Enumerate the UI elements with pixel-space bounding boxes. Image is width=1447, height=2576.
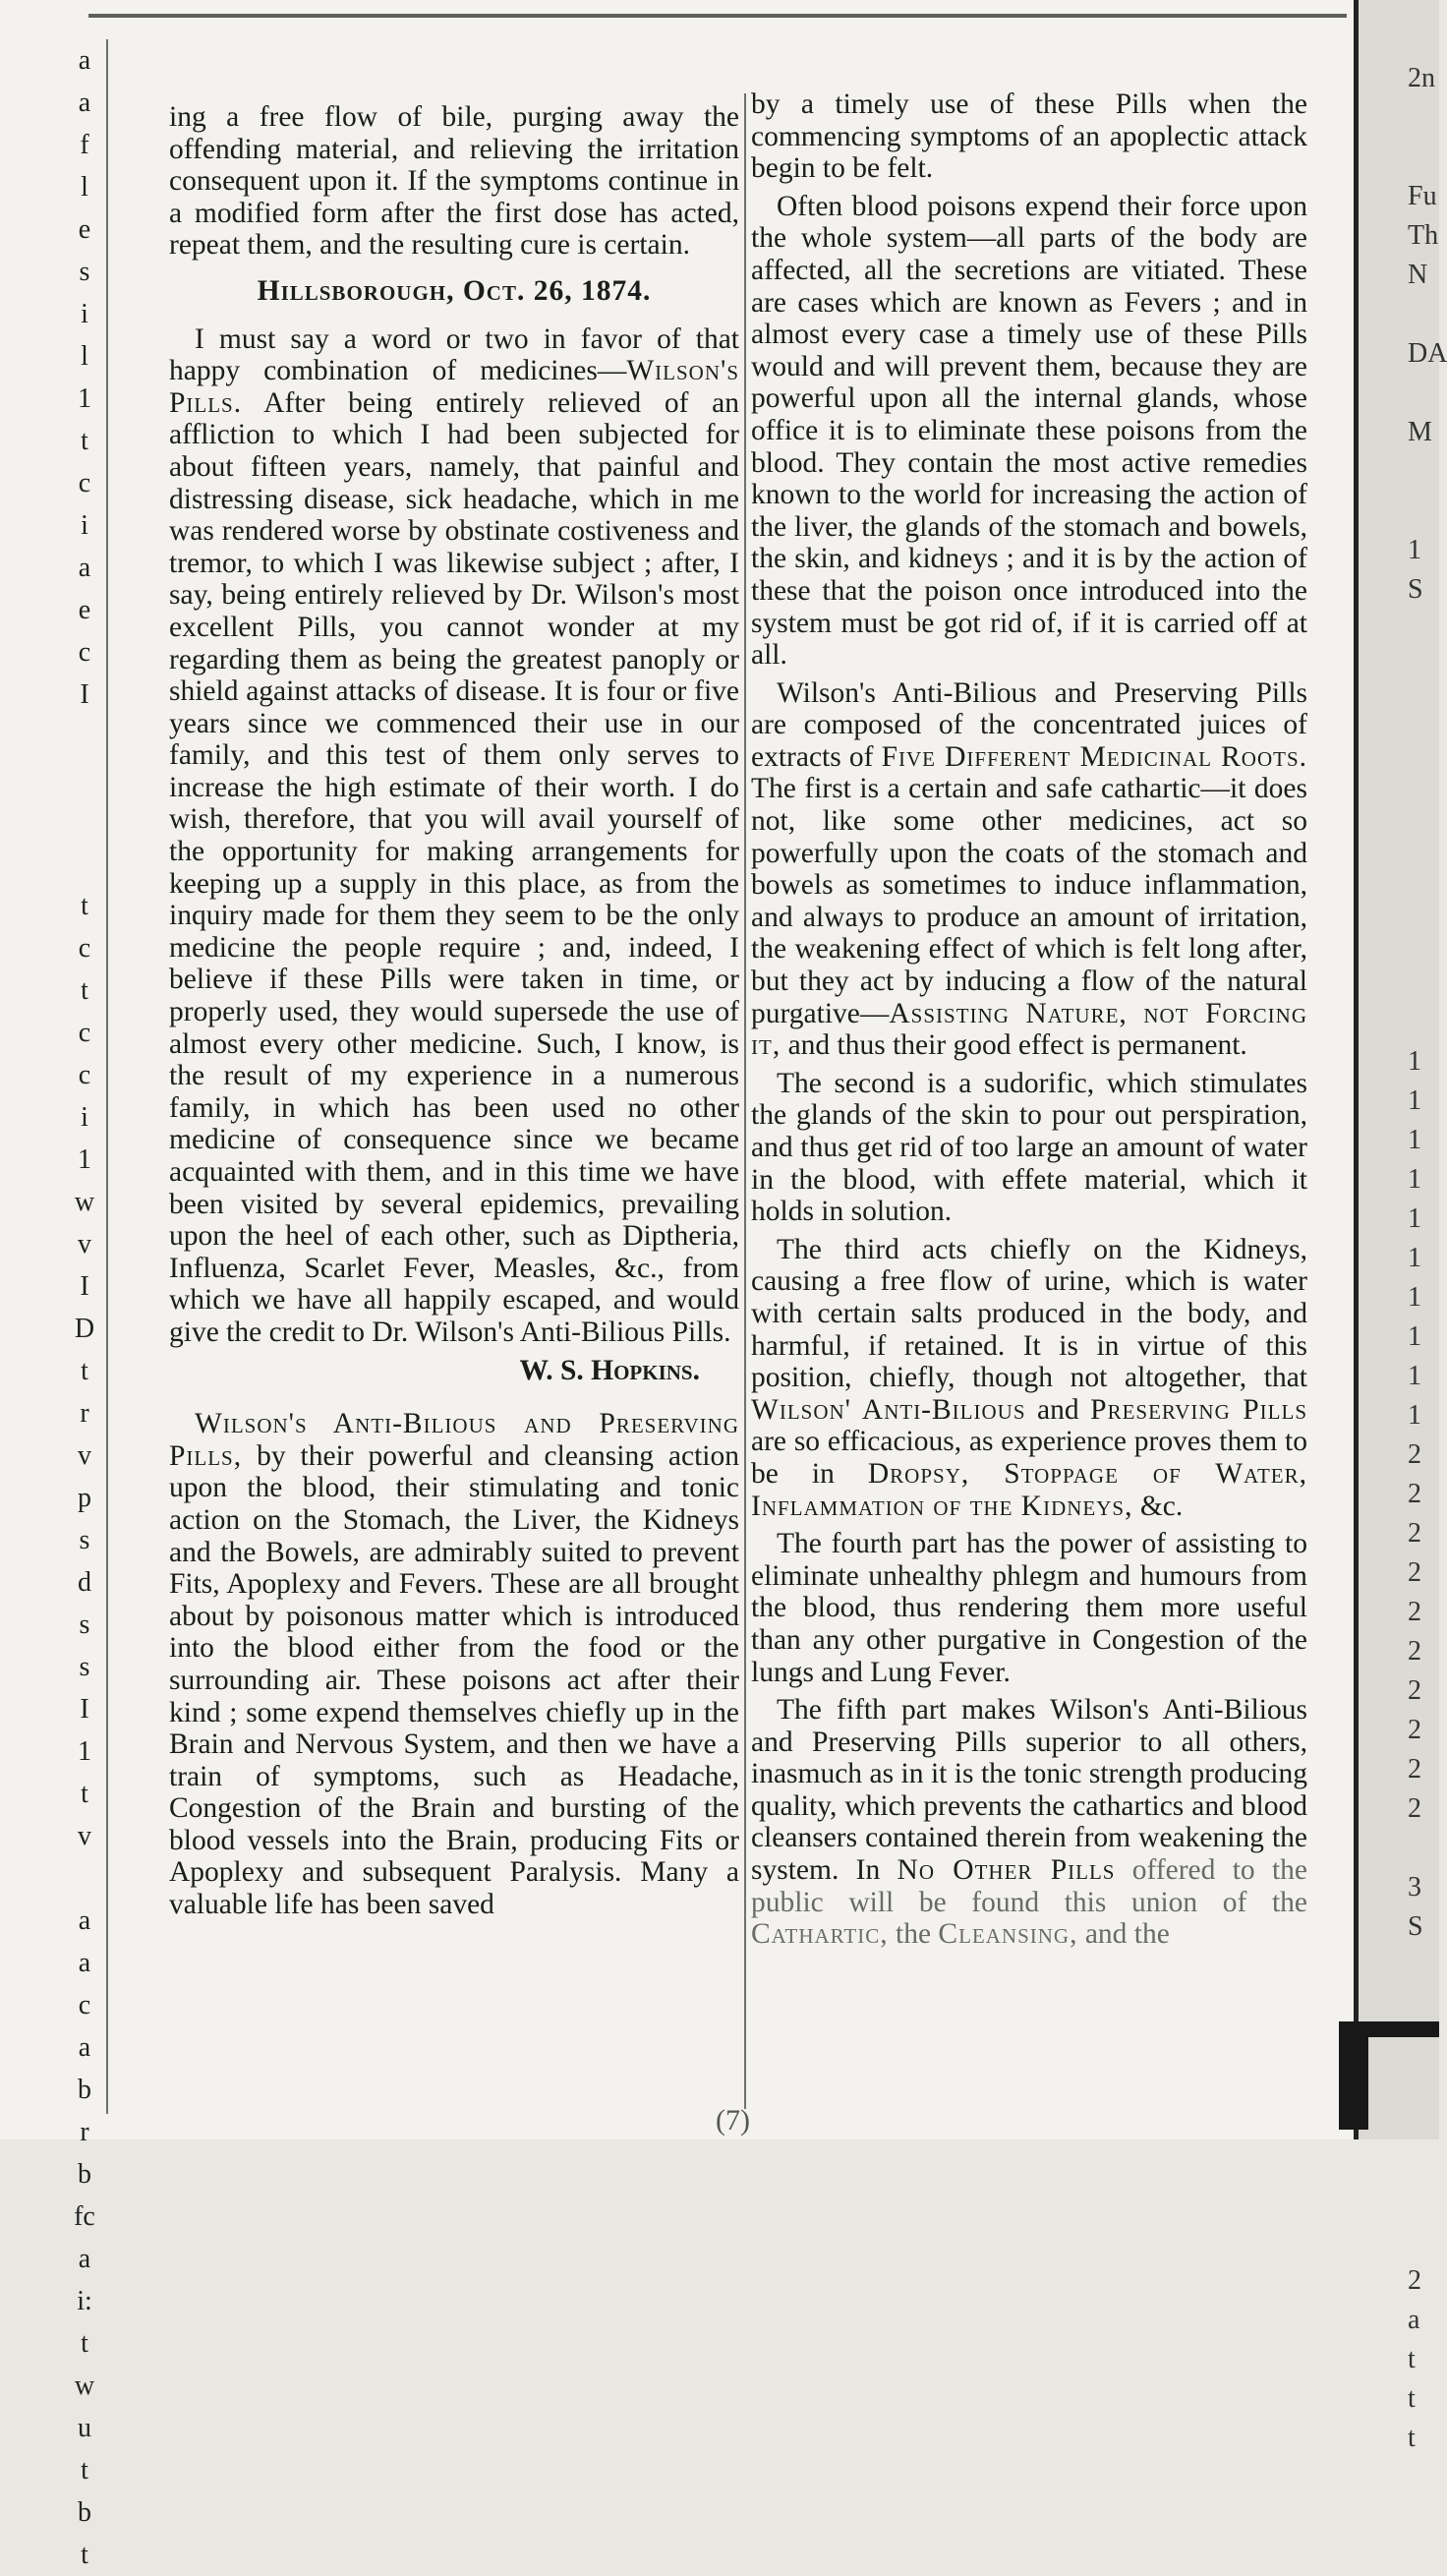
paragraph: Wilson's Anti-Bilious and Preserving Pills are composed of the concentrated juices of extracts of Five Different Medicinal Roots. The first is a certain and safe cathartic—it does not, like some other medicines, act so powerfully upon the coats of the stomach and bowels as sometimes to induce inflammation, and always to produce an amount of irritation, the weakening effect of which is felt long after, but they act by inducing a flow of the natural purgative—Assisting Nature, not Forcing it, and thus their good effect is permanent.	[751, 676, 1307, 1062]
fragment-letter	[1408, 846, 1447, 885]
fragment-letter: 1	[1408, 1085, 1421, 1116]
fragment-letter: a	[78, 1948, 91, 1978]
fragment-letter: s	[79, 257, 90, 287]
fragment-letter: r	[80, 2117, 89, 2147]
fragment-letter: t	[1408, 2344, 1416, 2374]
fragment-letter: I	[80, 679, 89, 710]
fragment-letter: D	[74, 1314, 95, 1344]
fragment-letter: 2	[1408, 1597, 1421, 1627]
fragment-letter: 1	[1408, 1164, 1421, 1195]
emphasis: Wilson' Anti-Bilious	[751, 1393, 1026, 1426]
fragment-letter	[1408, 924, 1447, 964]
product-name: Wilson's Anti-Bilious and Preserving Pills,	[169, 1408, 739, 1472]
testimonial-paragraph: I must say a word or two in favor of that happy combination of medicines—Wilson's Pills. After being entirely relieved of an affliction to which I had been subjected for about fifteen years, namely, that painful and distressing disease, sick headache, which in me was rendered worse by obstinate costiveness and tremor, to which I was likewise subject ; after, I say, being entirely relieved by Dr. Wilson's most excellent Pills, you cannot wonder at my regarding them as being the greatest panoply or shield against attacks of disease. It is four or five years since we commenced their use in our family, and this test of them only serves to increase the high estimate of their worth. I do wish, therefore, that you will avail yourself of the opportunity for making arrangements for keeping up a supply in this place, as from the inquiry made for them they seem to be the only medicine the people require ; and, indeed, I believe if these Pills were taken in time, or properly used, they would supersede the use of almost every other medicine. Such, I know, is the result of my experience in a numerous family, in which has been used no other medicine of consequence since we became acquainted with them, and in this time we have been visited by several epidemics, prevailing upon the heel of each other, such as Diptheria, Influenza, Scarlet Fever, Measles, &c., from which we have all happily escaped, and would give the credit to Dr. Wilson's Anti-Bilious Pills.	[169, 322, 739, 1348]
fragment-letter: 1	[1408, 1125, 1421, 1155]
paragraph: Often blood poisons expend their force upon the whole system—all parts of the body are affected, all the secretions are vitiated. These are cases which are known as Fevers ; and in almost every case a timely use of these Pills would and will prevent them, because they are powerful upon all the internal glands, whose office it is to eliminate these poisons from the blood. They contain the most active remedies known to the world for increasing the action of the liver, the glands of the stomach and bowels, the skin, and kidneys ; and it is by the action of these that the poison once introduced into the system must be got rid of, if it is carried off at all.	[751, 190, 1307, 672]
fragment-letter: b	[78, 2075, 91, 2105]
emphasis: Cleansing,	[938, 1918, 1078, 1951]
fragment-letter: t	[81, 1356, 88, 1386]
fragment-letter: u	[78, 2413, 91, 2443]
fragment-letter: 1	[78, 383, 91, 414]
fragment-letter	[65, 1857, 104, 1900]
fragment-letter: 2	[1408, 1557, 1421, 1588]
emphasis: Dropsy, Stoppage of Water, Inflammation of the Kidneys,	[751, 1457, 1308, 1522]
fragment-letter: p	[78, 1483, 91, 1513]
fragment-letter	[1408, 2104, 1447, 2143]
left-column-rule	[106, 39, 108, 2114]
fragment-letter: b	[78, 2497, 91, 2528]
fragment-letter: t	[81, 975, 88, 1006]
fragment-letter	[1408, 964, 1447, 1003]
fragment-letter: c	[78, 933, 91, 964]
fragment-letter: w	[74, 2371, 95, 2401]
fragment-letter: S	[1408, 1911, 1423, 1942]
fragment-letter: c	[78, 1018, 91, 1048]
fragment-letter: b	[78, 2159, 91, 2190]
fragment-letter: t	[81, 1779, 88, 1809]
fragment-letter: c	[78, 1990, 91, 2020]
fragment-letter	[1408, 1003, 1447, 1042]
fragment-letter: 1	[1408, 1321, 1421, 1352]
dateline: Hillsborough, Oct. 26, 1874.	[257, 274, 652, 307]
paragraph: The third acts chiefly on the Kidneys, causing a free flow of urine, which is water with certain salts produced in the body, and harmful, if retained. It is in virtue of this position, chiefly, though not altogether, that Wilson' Anti-Bilious and Preserving Pills are so efficacious, as experience proves them to be in Dropsy, Stoppage of Water, Inflammation of the Kidneys, &c.	[751, 1233, 1308, 1522]
emphasis: Assisting Nature, not Forcing it,	[751, 997, 1307, 1062]
fragment-letter: 1	[1408, 1243, 1421, 1273]
fragment-letter: 2	[1408, 1793, 1421, 1824]
fragment-letter: I	[80, 1271, 89, 1302]
fragment-letter: N	[1408, 260, 1428, 290]
fragment-letter: t	[81, 2540, 88, 2570]
fragment-letter	[1408, 1947, 1447, 1986]
fragment-letter: i	[81, 1102, 88, 1133]
fragment-letter: 1	[1408, 1400, 1421, 1431]
fragment-letter: t	[81, 891, 88, 921]
fragment-letter: c	[78, 637, 91, 668]
binding-clip	[1339, 2021, 1368, 2130]
fragment-letter: i	[81, 299, 88, 329]
emphasis: No Other Pills	[897, 1854, 1116, 1887]
fragment-letter: i	[81, 510, 88, 541]
column-rule	[744, 93, 746, 2109]
fragment-letter	[1408, 610, 1447, 649]
fragment-letter: M	[1408, 417, 1432, 447]
fragment-letter: t	[81, 426, 88, 456]
page-number: (7)	[716, 2104, 750, 2137]
fragment-letter: 1	[1408, 1203, 1421, 1234]
fragment-letter: s	[79, 1652, 90, 1682]
fragment-letter: l	[81, 341, 88, 372]
signature: W. S. Hopkins.	[519, 1354, 700, 1386]
fragment-letter	[1408, 767, 1447, 806]
fragment-letter	[1408, 2222, 1447, 2261]
fragment-letter: 1	[1408, 1361, 1421, 1391]
fragment-letter: v	[78, 1821, 91, 1851]
fragment-letter: S	[1408, 574, 1423, 605]
fragment-letter: 2	[1408, 1479, 1421, 1509]
fragment-letter	[1408, 1829, 1447, 1868]
fragment-letter: l	[81, 172, 88, 203]
left-column-fragment	[65, 39, 104, 2570]
fragment-letter	[1408, 2183, 1447, 2222]
fragment-letter: c	[78, 468, 91, 498]
fragment-letter: w	[74, 1187, 95, 1217]
fragment-letter	[1408, 1986, 1447, 2025]
emphasis: Preserving Pills	[1090, 1393, 1307, 1426]
fragment-letter: e	[78, 214, 91, 245]
fragment-letter: a	[78, 2032, 91, 2063]
fragment-letter: 1	[1408, 535, 1421, 565]
paragraph: The fifth part makes Wilson's Anti-Bilious and Preserving Pills superior to all others, inasmuch as in it is the tonic strength producing quality, which prevents the cathartics and blood cleansers contained therein from weakening the system. In No Other Pills offered to the public will be found this union of the Cathartic, the Cleansing, and the	[751, 1694, 1307, 1951]
fragment-letter: c	[78, 1060, 91, 1090]
fragment-letter: e	[78, 595, 91, 625]
paragraph: ing a free flow of bile, purging away the offending material, and relieving the irritation consequent upon it. If the symptoms continue in a modified form after the first dose has acted, repeat them, and the resulting cure is certain.	[169, 101, 739, 262]
fragment-letter: a	[78, 88, 91, 118]
fragment-letter	[1408, 2143, 1447, 2183]
fragment-letter	[1408, 138, 1447, 177]
fragment-letter: 1	[1408, 1282, 1421, 1313]
fragment-letter	[1408, 806, 1447, 846]
fragment-letter: 1	[78, 1736, 91, 1767]
fragment-letter: t	[81, 2328, 88, 2359]
top-rule	[88, 14, 1347, 18]
paragraph: Wilson's Anti-Bilious and Preserving Pills, by their powerful and cleansing action upon the blood, their stimulating and tonic action on the Stomach, the Liver, the Kidneys and the Bowels, are admirably suited to prevent Fits, Apoplexy and Fevers. These are all brought about by poisonous matter which is introduced into the blood either from the food or the surrounding air. These poisons act after their kind ; some expend themselves chiefly up in the Brain and Nervous System, and then we have a train of symptoms, such as Headache, Congestion of the Brain and bursting of the blood vessels into the Brain, producing Fits or Apoplexy and subsequent Paralysis. Many a valuable life has been saved	[169, 1408, 739, 1921]
fragment-letter: Th	[1408, 220, 1439, 251]
fragment-letter	[1408, 728, 1447, 767]
fragment-letter: 2n	[1408, 63, 1435, 93]
fragment-letter	[65, 716, 104, 758]
article-column-2	[751, 88, 1307, 1957]
article-column-1	[169, 101, 739, 1927]
fragment-letter: i:	[77, 2286, 92, 2316]
fragment-letter: f	[80, 130, 89, 160]
fragment-letter: 2	[1408, 1518, 1421, 1549]
fragment-letter	[1408, 295, 1447, 334]
fragment-letter	[65, 800, 104, 843]
fragment-letter: 1	[1408, 1046, 1421, 1077]
fragment-letter: a	[78, 553, 91, 583]
fragment-letter: d	[78, 1567, 91, 1598]
fragment-letter	[1408, 374, 1447, 413]
fragment-letter: a	[78, 2244, 91, 2274]
product-name: Wilson's Pills.	[169, 355, 739, 419]
fragment-letter: t	[1408, 2383, 1416, 2414]
fragment-letter: fc	[74, 2201, 95, 2232]
page-gutter-rule	[1354, 0, 1359, 2139]
fragment-letter	[1408, 2065, 1447, 2104]
paragraph: The second is a sudorific, which stimulates the glands of the skin to pour out perspiration, and thus get rid of too large an amount of water in the blood, with effete material, which it holds in solution.	[751, 1067, 1307, 1228]
fragment-letter: 1	[78, 1144, 91, 1175]
fragment-letter: t	[1408, 2423, 1416, 2453]
fragment-letter: 2	[1408, 1636, 1421, 1667]
paragraph: The fourth part has the power of assisting to eliminate unhealthy phlegm and humours from the blood, thus rendering them more useful than any other purgative in Congestion of the lungs and Lung Fever.	[751, 1528, 1307, 1688]
fragment-letter	[1408, 649, 1447, 688]
fragment-letter: v	[78, 1440, 91, 1471]
fragment-letter: 3	[1408, 1872, 1421, 1903]
fragment-letter: 2	[1408, 2265, 1421, 2296]
fragment-letter: a	[78, 1905, 91, 1936]
fragment-letter: s	[79, 1610, 90, 1640]
fragment-letter	[65, 843, 104, 885]
fragment-letter: 2	[1408, 1715, 1421, 1745]
fragment-letter	[1408, 688, 1447, 728]
fragment-letter: 2	[1408, 1675, 1421, 1706]
emphasis: Five Different Medicinal Roots.	[881, 740, 1307, 773]
fragment-letter	[1408, 492, 1447, 531]
fragment-letter: 2	[1408, 1439, 1421, 1470]
fragment-letter	[1408, 452, 1447, 492]
fragment-letter: DA	[1408, 338, 1447, 369]
binding-clip-bar	[1339, 2021, 1439, 2037]
fragment-letter: 2	[1408, 1754, 1421, 1785]
fragment-letter: Fu	[1408, 181, 1437, 211]
fragment-letter	[65, 758, 104, 800]
fragment-letter: I	[80, 1694, 89, 1725]
right-column-fragment	[1408, 59, 1447, 2453]
fragment-letter	[1408, 98, 1447, 138]
fragment-letter: v	[78, 1229, 91, 1259]
fragment-letter: t	[81, 2455, 88, 2486]
fragment-letter: s	[79, 1525, 90, 1555]
fragment-letter: a	[1408, 2305, 1420, 2335]
emphasis: Cathartic,	[751, 1918, 889, 1951]
fragment-letter: a	[78, 45, 91, 76]
fragment-letter: r	[80, 1398, 89, 1429]
fragment-letter	[1408, 885, 1447, 924]
paragraph: by a timely use of these Pills when the commencing symptoms of an apoplectic attack begin to be felt.	[751, 88, 1307, 185]
